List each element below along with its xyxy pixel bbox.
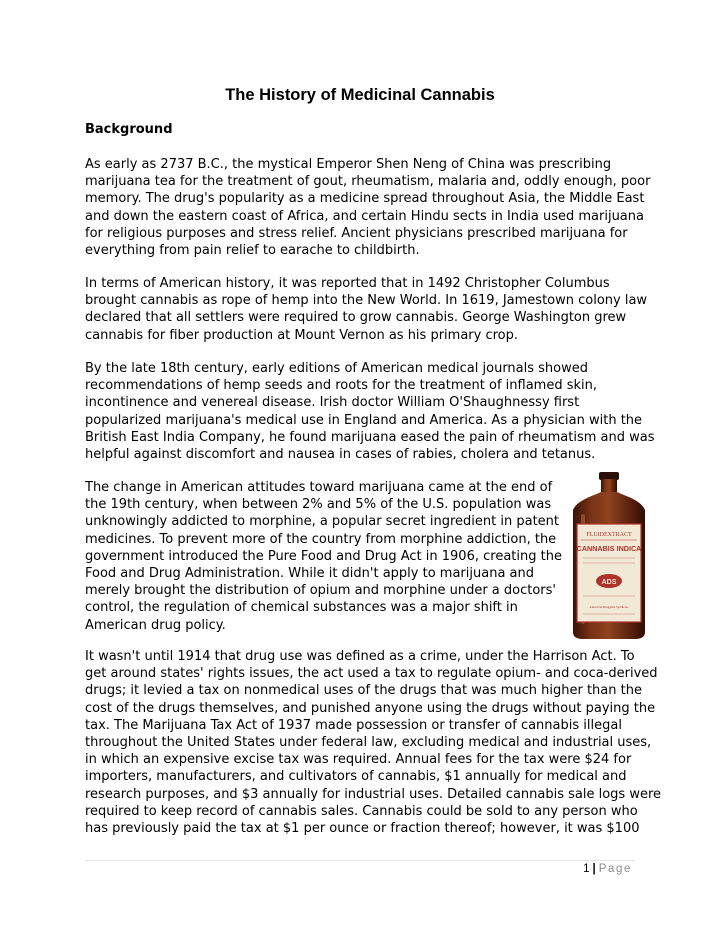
text-line: in which an expensive excise tax was required. Annual fees for the tax were $24 for [85,752,632,768]
text-line: importers, manufacturers, and cultivators of cannabis, $1 annually for medical and [85,769,627,785]
page-word: Page [598,863,632,875]
text-line: British East India Company, he found marijuana eased the pain of rheumatism and was [85,429,655,445]
text-line: Food and Drug Administration. While it didn't apply to marijuana and [85,566,535,582]
text-line: get around states' rights issues, the act used a tax to regulate opium- and coca-derived [85,666,658,682]
text-line: memory. The drug's popularity as a medicine spread throughout Asia, the Middle East [85,191,645,207]
text-line: tax. The Marijuana Tax Act of 1937 made possession or transfer of cannabis illegal [85,717,622,733]
text-line: government introduced the Pure Food and Drug Act in 1906, creating the [85,548,562,564]
text-line: marijuana tea for the treatment of gout, rheumatism, malaria and, oddly enough, poor [85,174,651,190]
text-line: unknowingly addicted to morphine, a popular secret ingredient in patent [85,514,560,530]
page-number: 1 [583,863,590,875]
bottle-neck [601,479,617,493]
text-line: recommendations of hemp seeds and roots for the treatment of inflamed skin, [85,378,598,394]
text-line: brought cannabis as rope of hemp into the New World. In 1619, Jamestown colony law [85,293,648,309]
paragraph-ancient-use [85,156,651,259]
page-footer [583,863,632,875]
text-line: In terms of American history, it was reported that in 1492 Christopher Columbus [85,276,610,291]
bottle-label-main: CANNABIS INDICA [576,544,642,553]
bottle-cap [599,472,619,480]
text-line: American drug policy. [85,617,226,633]
text-line: has previously paid the tax at $1 per ounce or fraction thereof; however, it was $100 [85,821,640,837]
text-line: throughout the United States under federal law, excluding medical and industrial uses, [85,735,652,751]
text-line: cannabis for fiber production at Mount Vernon as his primary crop. [85,327,519,343]
footer-divider [85,860,635,861]
bottle-label-top: FLUIDEXTRACT [586,532,632,538]
paragraph-harrison-act [85,648,662,837]
text-line: drugs; it levied a tax on nonmedical uses of the drugs that was much higher than the [85,683,642,699]
text-line: The change in American attitudes toward marijuana came at the end of [85,480,553,495]
text-line: popularized marijuana's medical use in England and America. As a physician with the [85,412,643,428]
text-line: merely brought the distribution of opium and morphine under a doctors' [85,583,557,599]
text-line: By the late 18th century, early editions of American medical journals showed [85,361,589,376]
text-line: research purposes, and $3 annually for industrial uses. Detailed cannabis sale logs were [85,786,662,802]
text-line: and down the eastern coast of Africa, and certain Hindu sects in India used marijuana [85,208,644,224]
bottle-label-badge-text: ADS [601,579,617,586]
text-line: declared that all settlers were required to grow cannabis. George Washington grew [85,310,627,326]
text-line: As early as 2737 B.C., the mystical Emperor Shen Neng of China was prescribing [85,157,612,172]
footer-separator: | [592,863,596,875]
text-line: for religious purposes and stress relief. Ancient physicians prescribed marijuana for [85,225,628,241]
text-line: cost of the drugs themselves, and punished anyone using the drugs without paying the [85,700,656,716]
text-line: It wasn't until 1914 that drug use was defined as a crime, under the Harrison Act. To [85,649,635,664]
bottle-label-bottom: American Druggists Syndicate [589,605,629,609]
paragraph-american-history [85,275,648,344]
text-line: control, the regulation of chemical substances was a major shift in [85,600,518,616]
text-line: helpful against discomfort and nausea in cases of rabies, cholera and tetanus. [85,447,596,463]
text-line: everything from pain relief to earache to childbirth. [85,243,420,259]
text-line: the 19th century, when between 2% and 5% of the U.S. population was [85,497,552,513]
paragraph-attitude-change [85,479,562,634]
cannabis-indica-bottle-image [563,470,655,640]
section-heading: Background [85,122,173,137]
text-line: medicines. To prevent more of the country from morphine addiction, the [85,531,557,547]
paragraph-18th-century [85,360,655,463]
text-line: required to keep record of cannabis sales. Cannabis could be sold to any person who [85,803,638,819]
text-line: incontinence and venereal disease. Irish doctor William O'Shaughnessy first [85,395,580,411]
document-title: The History of Medicinal Cannabis [225,86,495,104]
